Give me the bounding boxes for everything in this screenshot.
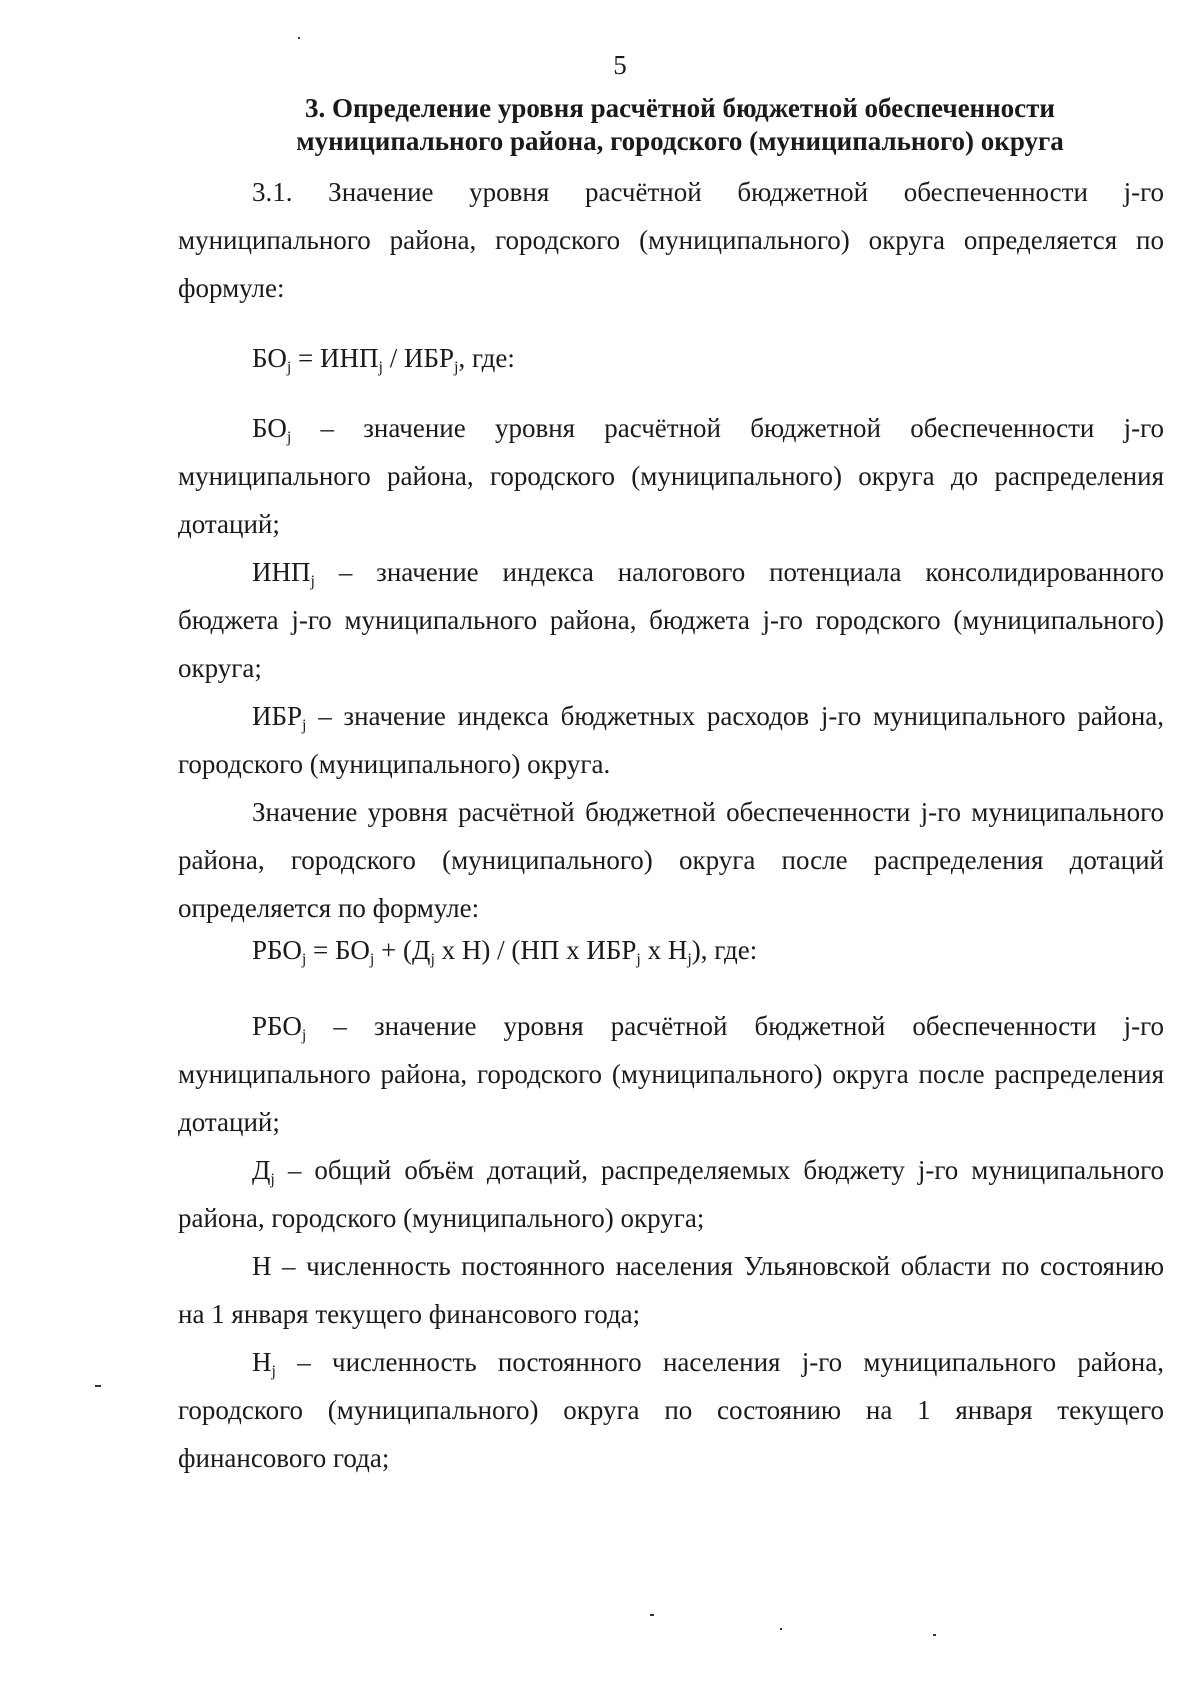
page-number: 5 xyxy=(613,50,627,80)
scan-speck xyxy=(298,37,300,39)
definition-rbo: $РБО_j$ – значение уровня расчётной бюджетной обеспеченности j-го муниципального района, городского (муниципального) округа после распределения дотаций; xyxy=(178,1011,1164,1137)
section-heading xyxy=(220,92,1140,158)
formula-line: $РБО_j = БО_j + (Д_j$ x Н) / (НП x $ИБР_j$ x $Н_j$), где: xyxy=(252,935,758,968)
definitions-block-2 xyxy=(178,1002,1164,1482)
scan-speck xyxy=(780,1628,782,1630)
definition-n: Н – численность постоянного населения Ульяновской области по состоянию на 1 января текущего финансового года; xyxy=(178,1251,1164,1329)
definition-nj: $Н_j$ – численность постоянного населения j-го муниципального района, городского (муниципального) округа по состоянию на 1 января текущего финансового года; xyxy=(178,1347,1164,1473)
scan-speck xyxy=(933,1634,936,1636)
definition-inp: $ИНП_j$ – значение индекса налогового потенциала консолидированного бюджета j-го муниципального района, бюджета j-го городского (муниципального) округа; xyxy=(178,557,1164,683)
definition-ibr: $ИБР_j$ – значение индекса бюджетных расходов j-го муниципального района, городского (муниципального) округа. xyxy=(178,701,1164,779)
formula-bo xyxy=(178,334,1164,382)
paragraph-after-distribution: Значение уровня расчётной бюджетной обеспеченности j-го муниципального района, городского (муниципального) округа после распределения дотаций определяется по формуле: xyxy=(178,797,1164,923)
heading-line-1: 3. Определение уровня расчётной бюджетной обеспеченности xyxy=(305,93,1055,123)
paragraph-3-1 xyxy=(178,168,1164,312)
heading-line-2: муниципального района, городского (муниципального) округа xyxy=(296,126,1064,156)
formula-rbo xyxy=(178,926,1164,974)
definition-d: $Д_j$ – общий объём дотаций, распределяемых бюджету j-го муниципального района, городского (муниципального) округа; xyxy=(178,1155,1164,1233)
definitions-block-1 xyxy=(178,404,1164,932)
definition-bo: $БО_j$ – значение уровня расчётной бюджетной обеспеченности j-го муниципального района, городского (муниципального) округа до распределения дотаций; xyxy=(178,413,1164,539)
scan-speck xyxy=(650,1614,654,1616)
paragraph-text: 3.1. Значение уровня расчётной бюджетной обеспеченности j-го муниципального района, городского (муниципального) округа определяется по формуле: xyxy=(178,177,1164,303)
scan-speck xyxy=(95,1385,101,1387)
formula-line: $БО_j = ИНП_j / ИБР_j$, где: xyxy=(252,343,515,376)
